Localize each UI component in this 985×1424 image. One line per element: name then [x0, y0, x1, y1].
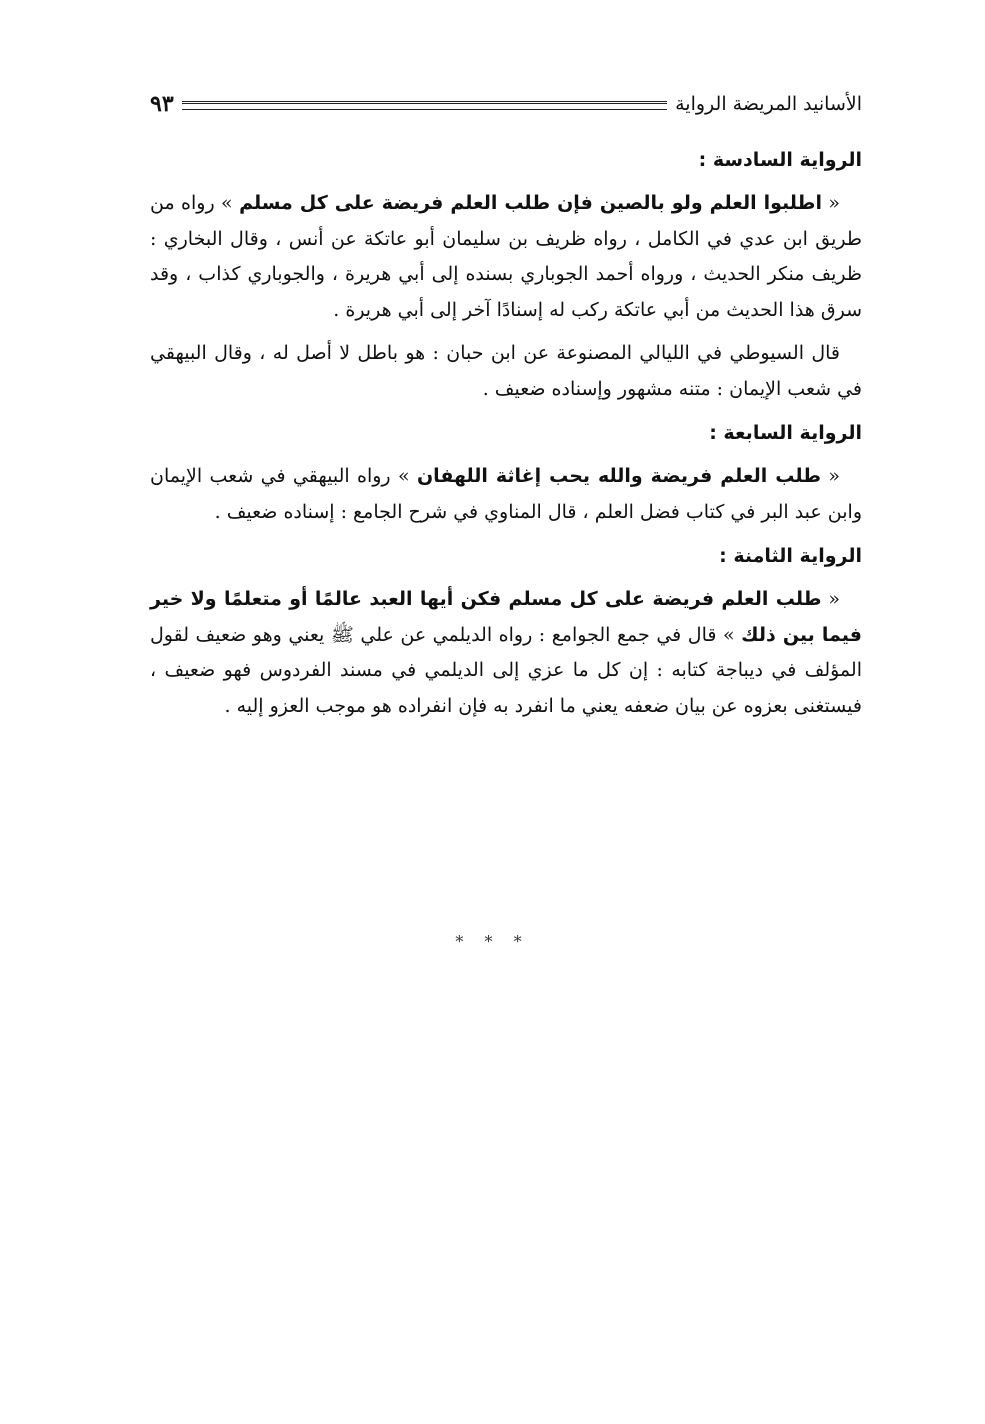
- commentary-text: رواه من طريق ابن عدي في الكامل ، رواه ظريف بن سليمان أبو عاتكة عن أنس ، وقال البخاري : ظريف منكر الحديث ، ورواه أحمد الجوباري بسنده إلى أبي هريرة ، والجوباري كذاب ، وقد سرق هذا الحديث من أبي عاتكة ركب له إسنادًا آخر إلى أبي هريرة .: [150, 192, 862, 321]
- close-quote: »: [221, 192, 240, 214]
- hadith-text: طلب العلم فريضة والله يحب إغاثة اللهفان: [416, 465, 821, 487]
- running-header: [150, 86, 862, 122]
- hadith-text: اطلبوا العلم ولو بالصين فإن طلب العلم فريضة على كل مسلم: [239, 192, 822, 214]
- page-body: [150, 142, 862, 732]
- open-quote: «: [821, 192, 840, 214]
- paragraph: [150, 582, 862, 724]
- commentary-text: قال في جمع الجوامع : رواه الديلمي عن علي ﷺ يعني وهو ضعيف لقول المؤلف في ديباجة كتابه : إن كل ما عزي إلى الديلمي في مسند الفردوس فهو ضعيف ، فيستغنى بعزوه عن بيان ضعفه يعني ما انفرد به فإن انفراده هو موجب العزو إليه .: [150, 623, 862, 717]
- section-heading-sixth: الرواية السادسة :: [698, 149, 862, 171]
- running-title: الأسانيد المريضة الرواية: [675, 93, 862, 115]
- page-number: ٩٣: [150, 91, 174, 117]
- section-separator: * * *: [455, 932, 530, 951]
- commentary-text: رواه البيهقي في شعب الإيمان وابن عبد البر في كتاب فضل العلم ، قال المناوي في شرح الجامع : إسناده ضعيف .: [150, 465, 862, 523]
- paragraph: [150, 459, 862, 530]
- close-quote: »: [722, 623, 742, 646]
- paragraph: [150, 186, 862, 328]
- paragraph: [150, 336, 862, 407]
- commentary-text: قال السيوطي في الليالي المصنوعة عن ابن حبان : هو باطل لا أصل له ، وقال البيهقي في شعب الإيمان : متنه مشهور وإسناده ضعيف .: [150, 342, 862, 400]
- hadith-text: طلب العلم فريضة على كل مسلم فكن أيها العبد عالمًا أو متعلمًا ولا خير فيما بين ذلك: [150, 588, 862, 646]
- section-heading-eighth: الرواية الثامنة :: [719, 545, 862, 567]
- open-quote: «: [821, 588, 841, 610]
- header-rule: [182, 101, 667, 110]
- section-heading-seventh: الرواية السابعة :: [709, 422, 862, 444]
- close-quote: »: [397, 465, 417, 487]
- open-quote: «: [821, 465, 840, 487]
